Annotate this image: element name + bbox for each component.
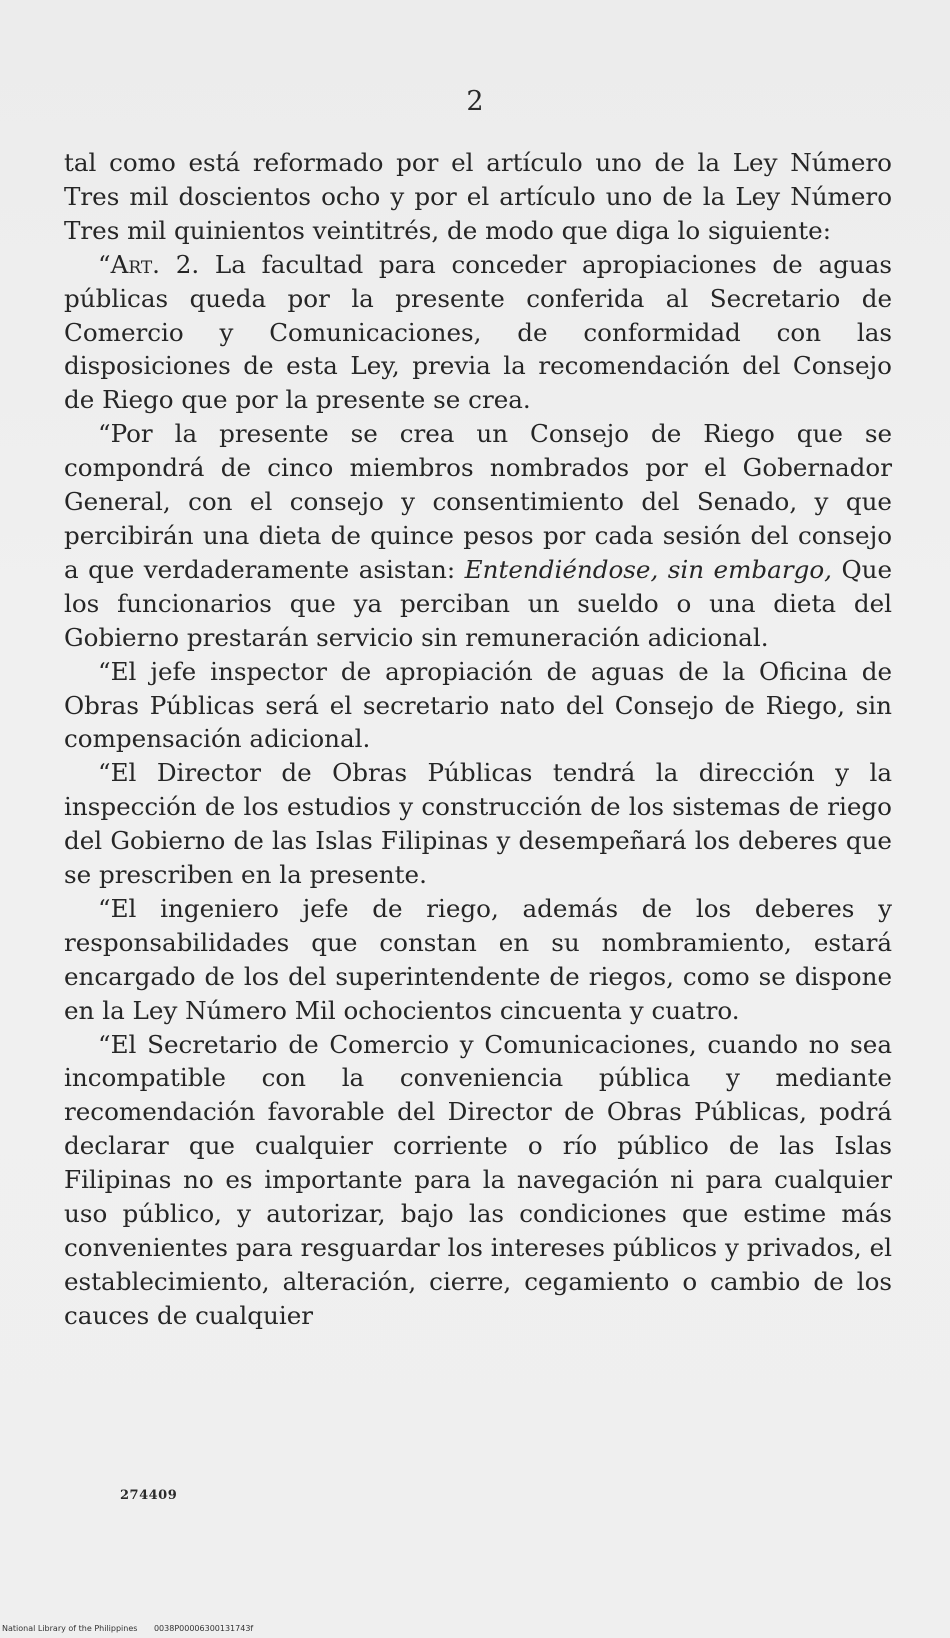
paragraph-secretario [64, 1028, 892, 1333]
paragraph-text: “El Director de Obras Públicas tendrá la dirección y la inspección de los estudios y construcción de los sistemas de riego del Gobierno de las Islas Filipinas y desempeñará los deberes que se prescriben en la presente. [64, 758, 892, 890]
paragraph-text: “El jefe inspector de apropiación de aguas de la Oficina de Obras Públicas será el secretario nato del Consejo de Riego, sin compensación adicional. [64, 656, 892, 754]
paragraph-director [64, 756, 892, 892]
paragraph-text: “El ingeniero jefe de riego, además de los deberes y responsabilidades que constan en su nombramiento, estará encargado de los del superintendente de riegos, como se dispone en la Ley Número Mil ochocientos cincuenta y cuatro. [64, 893, 892, 1025]
opening-quote: “ [98, 249, 111, 279]
paragraph-ingeniero-jefe [64, 892, 892, 1028]
paragraph-text: tal como está reformado por el artículo uno de la Ley Número Tres mil doscientos ocho y por el artículo uno de la Ley Número Tres mil quinientos veintitrés, de modo que diga lo siguiente: [64, 148, 892, 245]
paragraph-continuation [64, 146, 892, 248]
page-number: 2 [466, 86, 484, 117]
paragraph-article-2 [64, 248, 892, 418]
paragraph-jefe-inspector [64, 655, 892, 757]
body-text [64, 146, 892, 1333]
printer-signature-mark: 274409 [120, 1488, 178, 1503]
proviso-italic: Entendiéndose, sin embargo, [464, 554, 832, 584]
paragraph-text: “Por la presente se crea un Consejo de Riego que se compondrá de cinco miembros nombrados por el Gobernador General, con el consejo y consentimiento del Senado, y que percibirán una dieta de quince pesos por cada sesión del consejo a que verdaderamente asistan: [64, 419, 892, 584]
paragraph-text: “El Secretario de Comercio y Comunicaciones, cuando no sea incompatible con la conveniencia pública y mediante recomendación favorable del Director de Obras Públicas, podrá declarar que cualquier corriente o río público de las Islas Filipinas no es importante para la navegación ni para cualquier uso público, y autorizar, bajo las condiciones que estime más convenientes para resguardar los intereses públicos y privados, el establecimiento, alteración, cierre, cegamiento o cambio de los cauces de cualquier [64, 1029, 892, 1330]
footer-code: 0038P00006300131743f [153, 1624, 254, 1633]
paragraph-consejo-de-riego [64, 417, 892, 654]
scan-footer [2, 1624, 253, 1633]
paragraph-text: 2. La facultad para conceder apropiaciones de aguas públicas queda por la presente conferida al Secretario de Comercio y Comunicaciones, de conformidad con las disposiciones de esta Ley, previa la recomendación del Consejo de Riego que por la presente se crea. [64, 249, 892, 415]
article-label: Art. [110, 249, 160, 279]
paragraph-text: Que los funcionarios que ya perciban un sueldo o una dieta del Gobierno prestarán servicio sin remuneración adicional. [64, 554, 893, 652]
footer-library: National Library of the Philippines [2, 1624, 138, 1633]
